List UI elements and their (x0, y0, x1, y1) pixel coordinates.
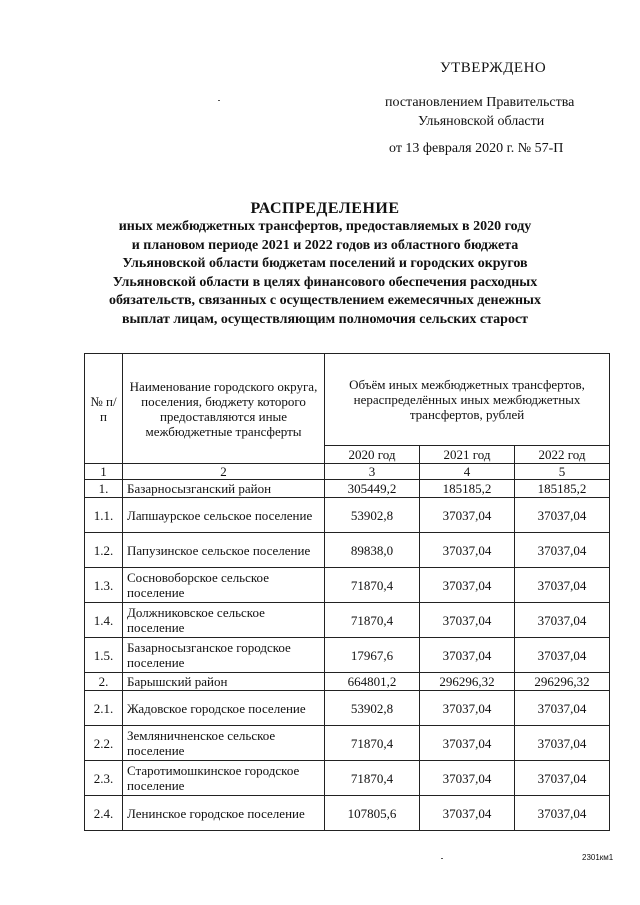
value-2022: 37037,04 (515, 568, 610, 603)
title-heading: РАСПРЕДЕЛЕНИЕ (250, 200, 400, 217)
approval-line-1: постановлением Правительства (385, 95, 575, 110)
value-2022: 37037,04 (515, 796, 610, 831)
value-2021: 296296,32 (420, 673, 515, 691)
table-row (85, 603, 610, 638)
column-number: 2 (123, 464, 325, 480)
row-number: 1.2. (85, 533, 123, 568)
value-2022: 296296,32 (515, 673, 610, 691)
header-year-2022: 2022 год (515, 446, 610, 464)
table-row (85, 533, 610, 568)
value-2020: 53902,8 (325, 691, 420, 726)
row-number: 2.3. (85, 761, 123, 796)
value-2020: 107805,6 (325, 796, 420, 831)
value-2020: 305449,2 (325, 480, 420, 498)
row-number: 2. (85, 673, 123, 691)
distribution-table (84, 353, 610, 831)
value-2022: 37037,04 (515, 638, 610, 673)
table-row (85, 673, 610, 691)
row-number: 2.4. (85, 796, 123, 831)
row-name: Ленинское городское поселение (123, 796, 325, 831)
row-name: Базарносызганский район (123, 480, 325, 498)
value-2022: 37037,04 (515, 533, 610, 568)
table-row (85, 691, 610, 726)
value-2020: 89838,0 (325, 533, 420, 568)
table-row (85, 568, 610, 603)
row-name: Земляничненское сельское поселение (123, 726, 325, 761)
value-2020: 53902,8 (325, 498, 420, 533)
approval-stamp: УТВЕРЖДЕНО (440, 60, 547, 76)
row-name: Базарносызганское городское поселение (123, 638, 325, 673)
column-number: 5 (515, 464, 610, 480)
scan-speck (441, 858, 443, 859)
value-2021: 37037,04 (420, 533, 515, 568)
column-number: 4 (420, 464, 515, 480)
title-line: Ульяновской области бюджетам поселений и городских округов (122, 256, 528, 271)
header-num: № п/п (85, 354, 123, 464)
value-2022: 37037,04 (515, 603, 610, 638)
row-number: 1.1. (85, 498, 123, 533)
header-name: Наименование городского округа, поселения, бюджету которого предоставляются иные межбюджетные трансферты (123, 354, 325, 464)
value-2021: 37037,04 (420, 498, 515, 533)
value-2020: 17967,6 (325, 638, 420, 673)
header-year-2021: 2021 год (420, 446, 515, 464)
title-line: обязательств, связанных с осуществлением ежемесячных денежных (109, 293, 541, 308)
row-name: Лапшаурское сельское поселение (123, 498, 325, 533)
column-number: 3 (325, 464, 420, 480)
header-year-2020: 2020 год (325, 446, 420, 464)
value-2022: 37037,04 (515, 726, 610, 761)
row-number: 2.2. (85, 726, 123, 761)
value-2022: 185185,2 (515, 480, 610, 498)
value-2021: 37037,04 (420, 761, 515, 796)
row-number: 1.4. (85, 603, 123, 638)
value-2020: 71870,4 (325, 603, 420, 638)
table-row (85, 761, 610, 796)
row-name: Жадовское городское поселение (123, 691, 325, 726)
value-2022: 37037,04 (515, 498, 610, 533)
value-2021: 37037,04 (420, 603, 515, 638)
approval-line-3: от 13 февраля 2020 г. № 57-П (389, 141, 564, 156)
row-name: Папузинское сельское поселение (123, 533, 325, 568)
value-2020: 664801,2 (325, 673, 420, 691)
value-2021: 185185,2 (420, 480, 515, 498)
footer-code: 2301км1 (582, 853, 614, 862)
row-number: 1. (85, 480, 123, 498)
title-line: и плановом периоде 2021 и 2022 годов из областного бюджета (131, 237, 519, 253)
row-number: 1.3. (85, 568, 123, 603)
title-line: Ульяновской области в целях финансового обеспечения расходных (112, 274, 538, 290)
value-2020: 71870,4 (325, 761, 420, 796)
row-name: Старотимошкинское городское поселение (123, 761, 325, 796)
row-name: Сосновоборское сельское поселение (123, 568, 325, 603)
value-2022: 37037,04 (515, 761, 610, 796)
value-2021: 37037,04 (420, 796, 515, 831)
document-title (80, 200, 570, 329)
table-row (85, 498, 610, 533)
title-line: иных межбюджетных трансфертов, предоставляемых в 2020 году (118, 219, 532, 234)
value-2021: 37037,04 (420, 568, 515, 603)
value-2020: 71870,4 (325, 568, 420, 603)
row-name: Барышский район (123, 673, 325, 691)
row-number: 2.1. (85, 691, 123, 726)
title-line: выплат лицам, осуществляющим полномочия сельских старост (121, 311, 529, 327)
table-row (85, 726, 610, 761)
table-row (85, 480, 610, 498)
table-row (85, 796, 610, 831)
column-number: 1 (85, 464, 123, 480)
value-2021: 37037,04 (420, 638, 515, 673)
row-number: 1.5. (85, 638, 123, 673)
value-2021: 37037,04 (420, 726, 515, 761)
header-volume: Объём иных межбюджетных трансфертов, нераспределённых иных межбюджетных трансфертов, рублей (325, 354, 610, 446)
value-2021: 37037,04 (420, 691, 515, 726)
table-row (85, 638, 610, 673)
row-name: Должниковское сельское поселение (123, 603, 325, 638)
scan-speck (218, 100, 220, 101)
value-2020: 71870,4 (325, 726, 420, 761)
approval-line-2: Ульяновской области (418, 114, 545, 129)
value-2022: 37037,04 (515, 691, 610, 726)
